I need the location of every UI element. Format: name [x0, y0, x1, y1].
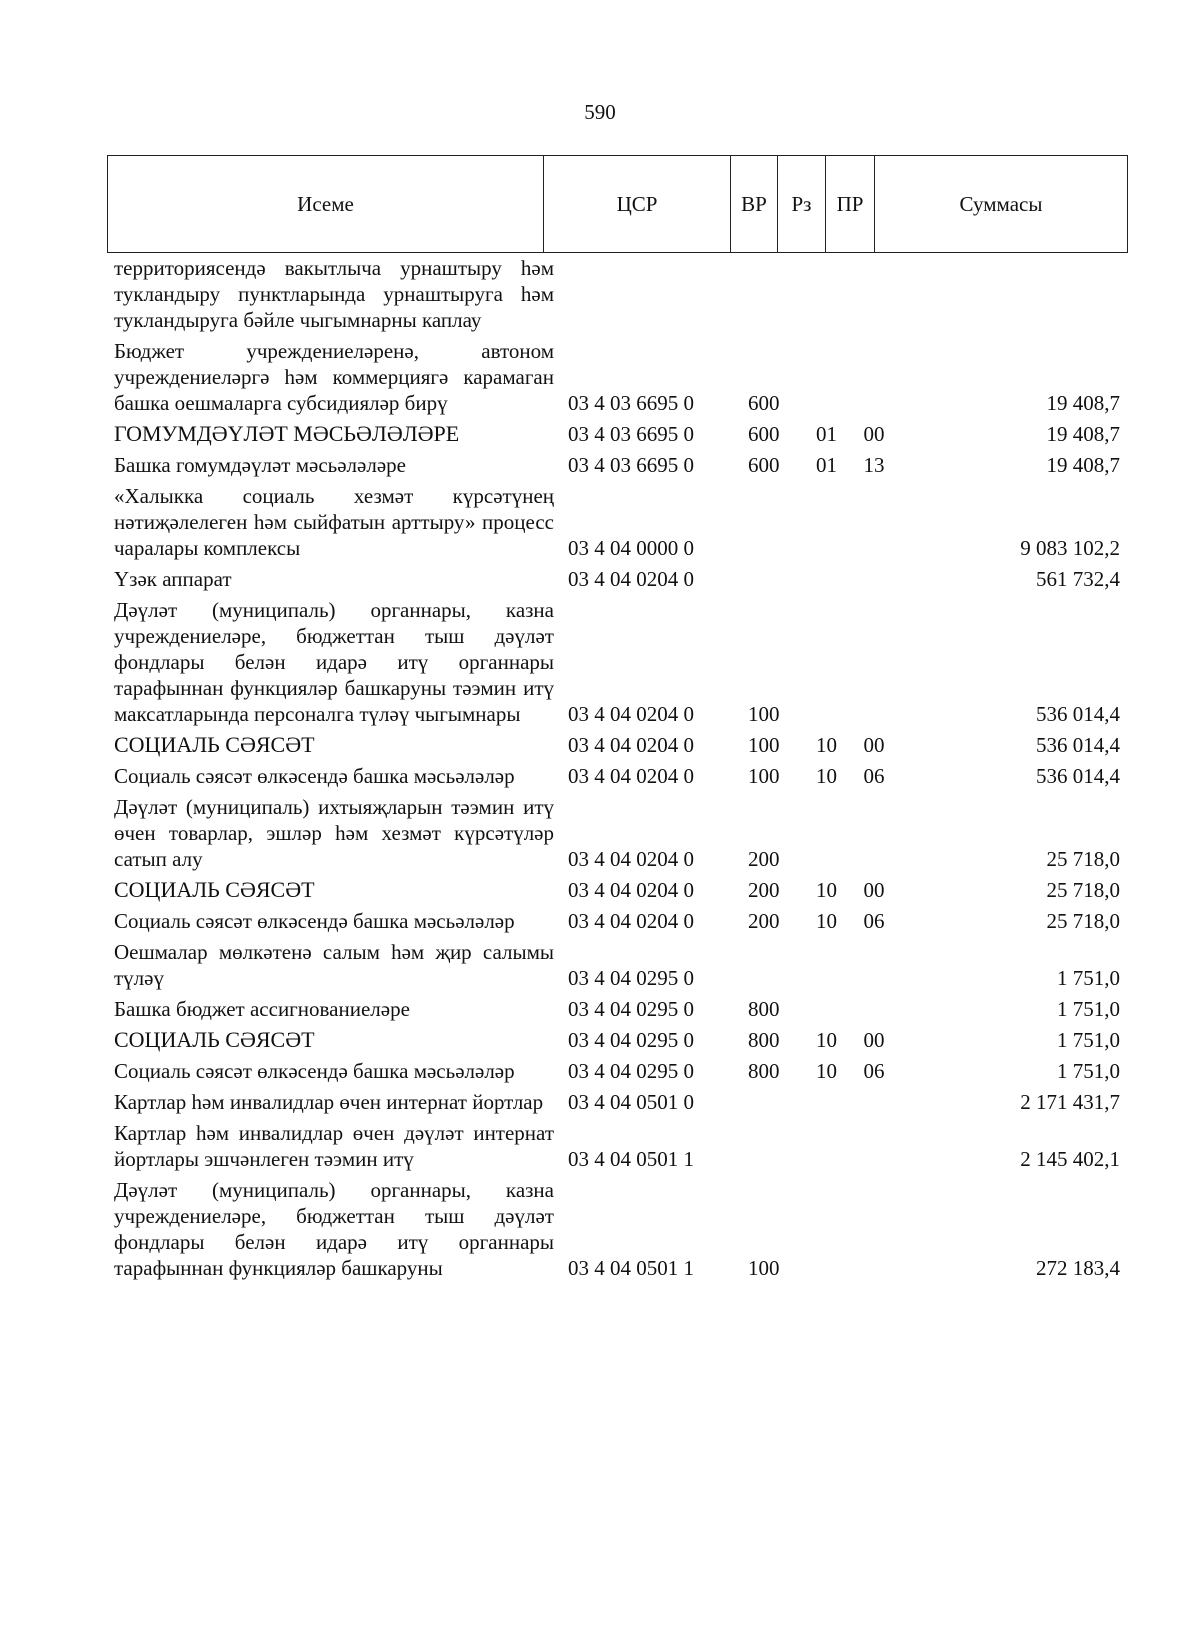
cell-sum: [899, 255, 1120, 338]
table-row: [114, 877, 1120, 908]
cell-sum: 1 751,0: [1057, 1028, 1120, 1052]
table-row: [114, 732, 1120, 763]
table-row: [114, 421, 1120, 452]
page-number: 590: [584, 100, 616, 124]
cell-pr: [849, 1177, 899, 1286]
cell-name: Дәүләт (муниципаль) органнары, казна учреждениеләре, бюджеттан тыш дәүләт фондлары белән идарә итү органнары тарафыннан функцияләр башкаруны тәэмин итү максатларында персоналга түләү чыгымнары: [114, 598, 554, 726]
table-row: [114, 996, 1120, 1027]
cell-csr: 03 4 04 0000 0: [568, 536, 694, 560]
table-row: [114, 452, 1120, 483]
cell-vr: 100: [748, 764, 780, 788]
cell-pr: [849, 1089, 899, 1120]
cell-pr: [849, 1120, 899, 1177]
header-sum: Суммасы: [875, 156, 1128, 253]
cell-name: Социаль сәясәт өлкәсендә башка мәсьәләләр: [114, 764, 515, 788]
cell-pr: 00: [863, 733, 885, 757]
cell-vr: 600: [748, 391, 780, 415]
cell-rz: [804, 939, 849, 996]
cell-name: Бюджет учреждениеләренә, автоном учреждениеләргә һәм коммерциягә карамаган башка оешмаларга субсидияләр бирү: [114, 339, 554, 415]
cell-rz: [804, 597, 849, 732]
cell-csr: 03 4 04 0295 0: [568, 1059, 694, 1083]
table-row: [114, 1089, 1120, 1120]
cell-rz: [804, 338, 849, 421]
cell-csr: [566, 255, 748, 338]
table-row: [114, 597, 1120, 732]
cell-csr: 03 4 04 0204 0: [568, 567, 694, 591]
cell-sum: 25 718,0: [1046, 909, 1120, 933]
table-row: [114, 255, 1120, 338]
cell-pr: 00: [863, 1028, 885, 1052]
cell-csr: 03 4 04 0295 0: [568, 1028, 694, 1052]
cell-name: Картлар һәм инвалидлар өчен дәүләт интернат йортлары эшчәнлеген тәэмин итү: [114, 1121, 554, 1171]
cell-pr: [849, 996, 899, 1027]
cell-sum: 536 014,4: [1036, 764, 1120, 788]
cell-csr: 03 4 04 0501 1: [568, 1147, 694, 1171]
cell-sum: 19 408,7: [1046, 453, 1120, 477]
budget-rows: [114, 255, 1120, 1286]
header-csr: ЦСР: [544, 156, 731, 253]
cell-csr: 03 4 04 0501 0: [568, 1090, 694, 1114]
cell-pr: 00: [863, 878, 885, 902]
cell-pr: 06: [863, 1059, 885, 1083]
cell-vr: 200: [748, 878, 780, 902]
cell-csr: 03 4 04 0204 0: [568, 847, 694, 871]
cell-sum: 272 183,4: [1036, 1256, 1120, 1280]
cell-vr: 200: [748, 909, 780, 933]
table-row: [114, 1058, 1120, 1089]
cell-vr: [748, 566, 804, 597]
cell-rz: [804, 566, 849, 597]
cell-name: Социаль сәясәт өлкәсендә башка мәсьәләләр: [114, 1059, 515, 1083]
table-header: [107, 155, 1128, 253]
cell-pr: [849, 338, 899, 421]
cell-name: Үзәк аппарат: [114, 567, 232, 591]
header-pr: ПР: [826, 156, 875, 253]
cell-sum: 25 718,0: [1046, 847, 1120, 871]
cell-csr: 03 4 03 6695 0: [568, 422, 694, 446]
budget-table: [114, 255, 1120, 1286]
cell-sum: 1 751,0: [1057, 966, 1120, 990]
cell-name: Оешмалар мөлкәтенә салым һәм җир салымы түләү: [114, 940, 554, 990]
cell-rz: 10: [816, 1028, 837, 1052]
cell-rz: [804, 255, 849, 338]
cell-name: СОЦИАЛЬ СӘЯСӘТ: [114, 1027, 315, 1052]
cell-pr: [849, 566, 899, 597]
cell-name: Дәүләт (муниципаль) ихтыяҗларын тәэмин итү өчен товарлар, эшләр һәм хезмәт күрсәтүләр сатып алу: [114, 795, 554, 871]
table-row: [114, 483, 1120, 566]
cell-sum: 19 408,7: [1046, 391, 1120, 415]
cell-rz: [804, 1089, 849, 1120]
cell-pr: 06: [863, 909, 885, 933]
cell-rz: 10: [816, 733, 837, 757]
cell-sum: 2 145 402,1: [1020, 1147, 1120, 1171]
cell-sum: 19 408,7: [1046, 422, 1120, 446]
table-row: [114, 794, 1120, 877]
cell-rz: 01: [816, 453, 837, 477]
cell-rz: 10: [816, 878, 837, 902]
cell-sum: 25 718,0: [1046, 878, 1120, 902]
cell-vr: 100: [748, 1256, 780, 1280]
cell-rz: [804, 483, 849, 566]
cell-csr: 03 4 03 6695 0: [568, 391, 694, 415]
cell-vr: 800: [748, 1028, 780, 1052]
table-row: [114, 1027, 1120, 1058]
cell-vr: 800: [748, 997, 780, 1021]
cell-pr: [849, 483, 899, 566]
cell-name: СОЦИАЛЬ СӘЯСӘТ: [114, 877, 315, 902]
cell-pr: [849, 794, 899, 877]
cell-csr: 03 4 04 0204 0: [568, 909, 694, 933]
cell-rz: 10: [816, 909, 837, 933]
cell-name: СОЦИАЛЬ СӘЯСӘТ: [114, 732, 315, 757]
cell-csr: 03 4 04 0501 1: [568, 1256, 694, 1280]
cell-vr: 600: [748, 453, 780, 477]
cell-pr: [849, 939, 899, 996]
table-row: [114, 939, 1120, 996]
cell-sum: 536 014,4: [1036, 702, 1120, 726]
header-name: Исеме: [108, 156, 544, 253]
table-row: [114, 763, 1120, 794]
cell-pr: 00: [863, 422, 885, 446]
cell-rz: 01: [816, 422, 837, 446]
cell-vr: 200: [748, 847, 780, 871]
cell-vr: [748, 939, 804, 996]
cell-csr: 03 4 04 0295 0: [568, 997, 694, 1021]
cell-vr: [748, 255, 804, 338]
cell-vr: [748, 1120, 804, 1177]
cell-sum: 2 171 431,7: [1020, 1090, 1120, 1114]
cell-sum: 9 083 102,2: [1020, 536, 1120, 560]
table-row: [114, 908, 1120, 939]
cell-name: Башка бюджет ассигнованиеләре: [114, 997, 410, 1021]
cell-rz: [804, 996, 849, 1027]
cell-vr: 100: [748, 733, 780, 757]
cell-vr: 100: [748, 702, 780, 726]
table-row: [114, 566, 1120, 597]
cell-name: Социаль сәясәт өлкәсендә башка мәсьәләләр: [114, 909, 515, 933]
cell-csr: 03 4 03 6695 0: [568, 453, 694, 477]
cell-name: Башка гомумдәүләт мәсьәләләре: [114, 453, 406, 477]
table-row: [114, 1177, 1120, 1286]
cell-rz: 10: [816, 1059, 837, 1083]
cell-pr: 06: [863, 764, 885, 788]
cell-rz: [804, 1120, 849, 1177]
cell-name: «Халыкка социаль хезмәт күрсәтүнең нәтиҗәлелеген һәм сыйфатын арттыру» процесс чаралары комплексы: [114, 484, 554, 560]
cell-name: Дәүләт (муниципаль) органнары, казна учреждениеләре, бюджеттан тыш дәүләт фондлары белән идарә итү органнары тарафыннан функцияләр башкаруны: [114, 1178, 554, 1280]
cell-sum: 536 014,4: [1036, 733, 1120, 757]
cell-name: Картлар һәм инвалидлар өчен интернат йортлар: [114, 1090, 544, 1114]
cell-sum: 1 751,0: [1057, 997, 1120, 1021]
cell-csr: 03 4 04 0204 0: [568, 764, 694, 788]
header-vr: ВР: [731, 156, 778, 253]
cell-vr: 800: [748, 1059, 780, 1083]
cell-sum: 1 751,0: [1057, 1059, 1120, 1083]
cell-csr: 03 4 04 0295 0: [568, 966, 694, 990]
cell-rz: [804, 1177, 849, 1286]
cell-vr: [748, 483, 804, 566]
cell-pr: [849, 255, 899, 338]
cell-vr: [748, 1089, 804, 1120]
cell-sum: 561 732,4: [1036, 567, 1120, 591]
cell-pr: [849, 597, 899, 732]
cell-rz: [804, 794, 849, 877]
table-row: [114, 1120, 1120, 1177]
cell-name: ГОМУМДӘҮЛӘТ МӘСЬӘЛӘЛӘРЕ: [114, 421, 460, 446]
cell-pr: 13: [863, 453, 885, 477]
cell-csr: 03 4 04 0204 0: [568, 702, 694, 726]
cell-csr: 03 4 04 0204 0: [568, 878, 694, 902]
cell-csr: 03 4 04 0204 0: [568, 733, 694, 757]
cell-rz: 10: [816, 764, 837, 788]
cell-vr: 600: [748, 422, 780, 446]
table-row: [114, 338, 1120, 421]
header-rz: Рз: [778, 156, 826, 253]
cell-name: территориясендә вакытлыча урнаштыру һәм тукландыру пунктларында урнаштыруга һәм тукландыруга бәйле чыгымнарны каплау: [114, 256, 554, 332]
